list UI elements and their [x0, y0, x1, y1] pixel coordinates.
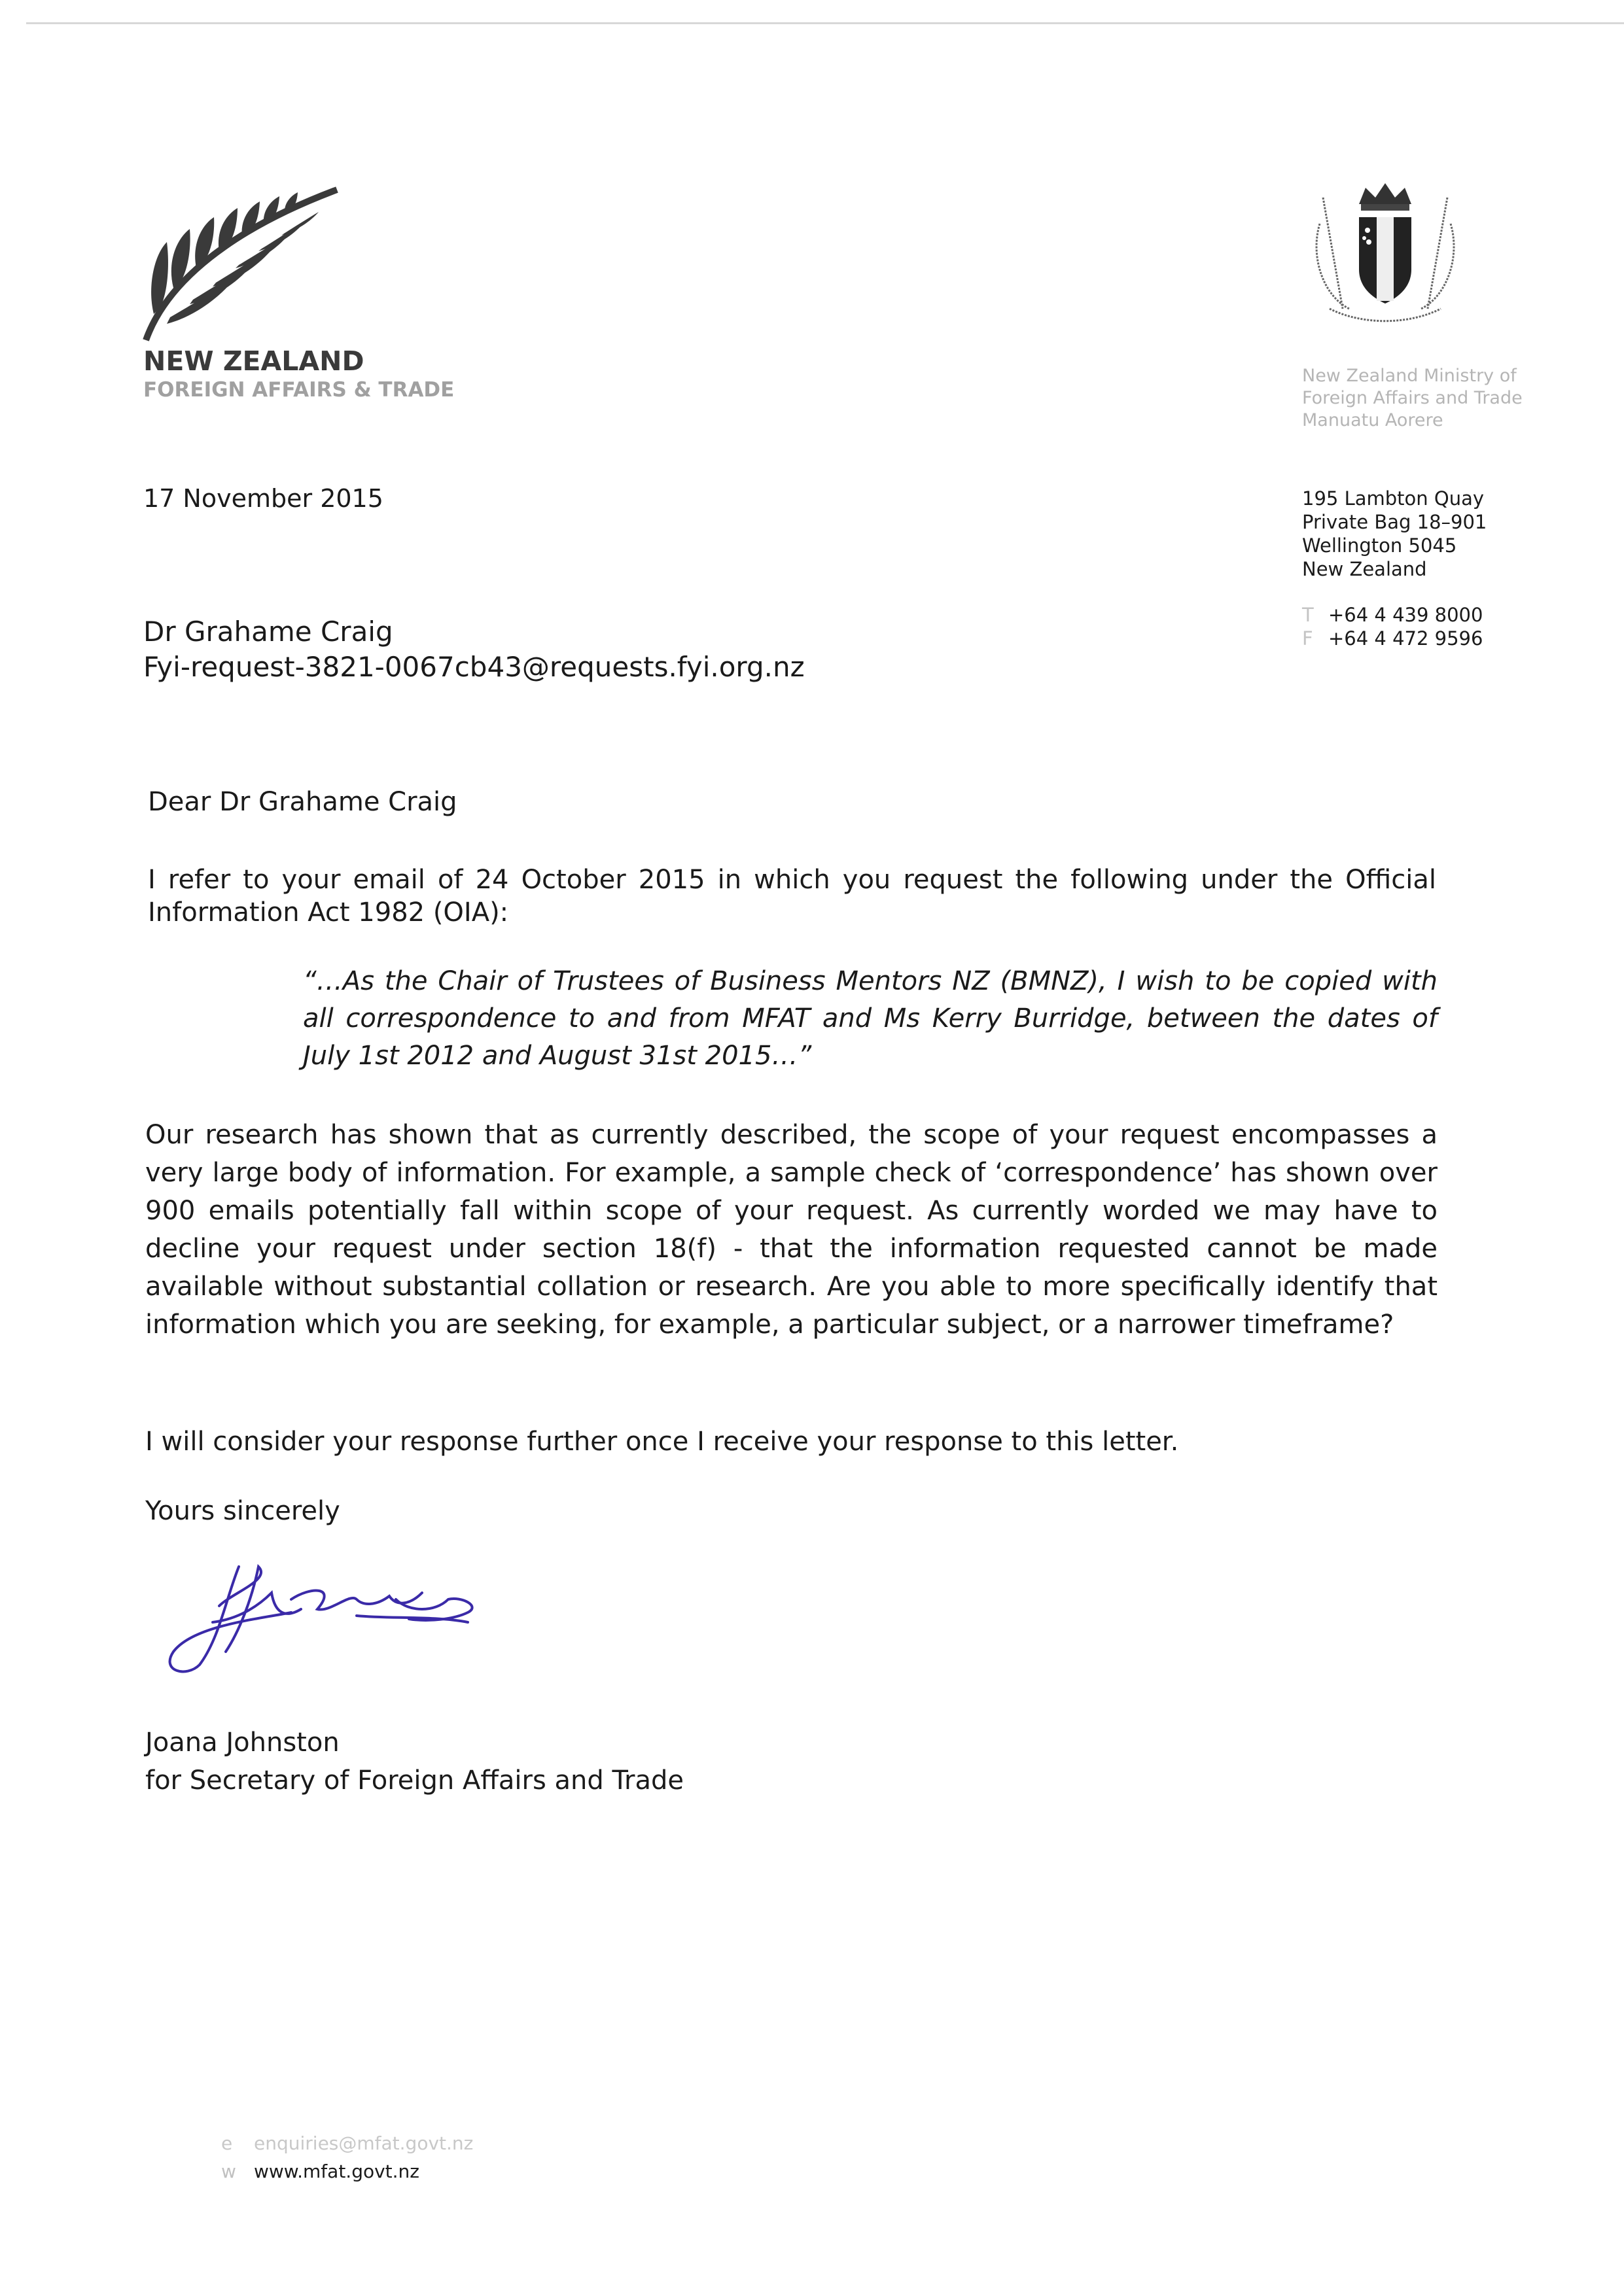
ministry-line: New Zealand Ministry of: [1302, 366, 1517, 386]
fax-label: F: [1302, 627, 1313, 650]
phone-label: T: [1302, 604, 1314, 626]
footer-contacts: [221, 2129, 473, 2185]
paragraph-2: Our research has shown that as currently described, the scope of your request encompasses a very large body of information. For example, a sample check of ‘correspondence’ has shown over 900 emails potentially fall within scope of your request. As currently worded we may have to decline your request under section 18(f) - that the information requested cannot be made available without substantial collation or research. Are you able to more specifically identify that information which you are seeking, for example, a particular subject, or a narrower timeframe?: [145, 1120, 1438, 1340]
contact-numbers: [1302, 603, 1483, 650]
address-line: 195 Lambton Quay: [1302, 487, 1485, 510]
paragraph-1: I refer to your email of 24 October 2015 in which you request the following under the Official Information Act 1982 (OIA):: [148, 865, 1436, 928]
logo-subtitle: FOREIGN AFFAIRS & TRADE: [143, 378, 455, 402]
ministry-name: [1302, 365, 1523, 432]
footer-web-row: [221, 2157, 473, 2185]
address-line: Wellington 5045: [1302, 534, 1457, 557]
signatory-title: for Secretary of Foreign Affairs and Trade: [145, 1765, 684, 1796]
recipient-name: Dr Grahame Craig: [143, 616, 393, 648]
email-label: e: [221, 2132, 233, 2154]
footer-website: www.mfat.govt.nz: [254, 2161, 419, 2182]
quoted-request: “…As the Chair of Trustees of Business Mentors NZ (BMNZ), I wish to be copied with all correspondence to and from MFAT and Ms Kerry Burridge, between the dates of July 1st 2012 and August 31st 2015…”: [303, 966, 1438, 1071]
phone-row: [1302, 603, 1483, 627]
silver-fern-logo-icon: [141, 183, 350, 343]
salutation: Dear Dr Grahame Craig: [148, 787, 457, 817]
web-label: w: [221, 2161, 236, 2182]
logo-title: NEW ZEALAND: [143, 345, 364, 377]
fax-row: [1302, 627, 1483, 650]
coat-of-arms-icon: [1303, 178, 1467, 328]
address-line: New Zealand: [1302, 558, 1427, 580]
recipient-email: Fyi-request-3821-0067cb43@requests.fyi.org.nz: [143, 651, 805, 683]
letter-date: 17 November 2015: [143, 484, 383, 513]
ministry-line: Foreign Affairs and Trade: [1302, 388, 1523, 408]
address-line: Private Bag 18–901: [1302, 511, 1487, 533]
ministry-line: Manuatu Aorere: [1302, 410, 1443, 430]
ministry-address: [1302, 487, 1487, 581]
scan-edge-line: [26, 22, 1624, 24]
closing: Yours sincerely: [145, 1496, 340, 1526]
phone-number: +64 4 439 8000: [1328, 604, 1483, 626]
footer-email-row: [221, 2129, 473, 2157]
signature: [160, 1560, 501, 1678]
fax-number: +64 4 472 9596: [1328, 627, 1483, 650]
footer-email: enquiries@mfat.govt.nz: [254, 2132, 474, 2154]
paragraph-3: I will consider your response further once I receive your response to this letter.: [145, 1427, 1179, 1457]
signatory-name: Joana Johnston: [145, 1728, 340, 1758]
